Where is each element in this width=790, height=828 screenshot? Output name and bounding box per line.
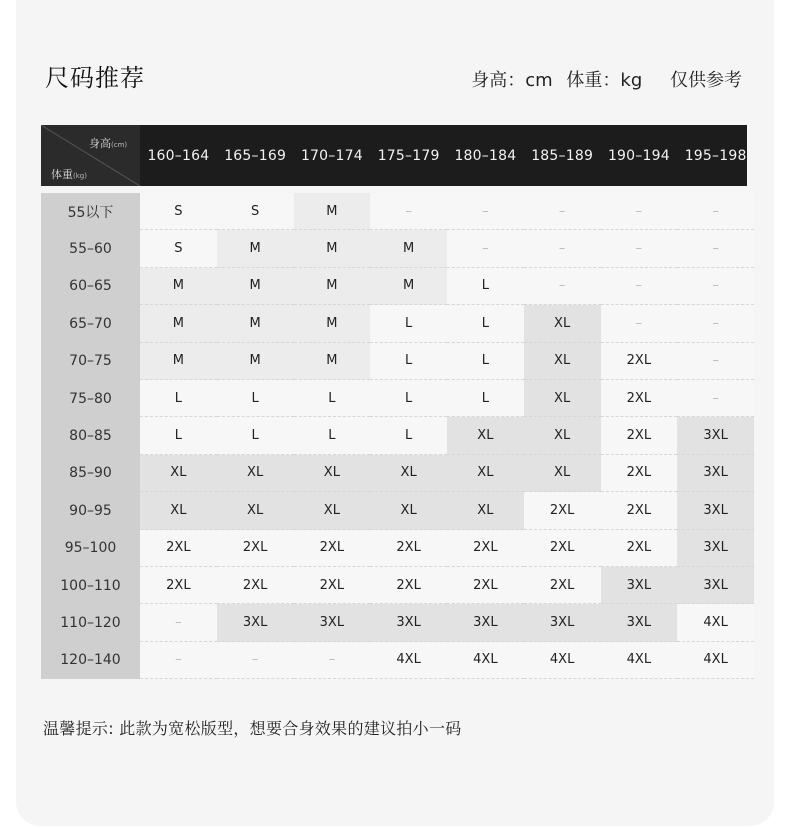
size-cell: M [140, 268, 217, 305]
size-cell: XL [140, 492, 217, 529]
size-cell: 3XL [677, 530, 754, 567]
size-cell: 4XL [524, 642, 601, 679]
size-cell: 2XL [601, 455, 678, 492]
size-cell: 3XL [601, 567, 678, 604]
reference-only-label: 仅供参考 [670, 70, 742, 91]
size-cell: 2XL [294, 567, 371, 604]
table-row [41, 380, 747, 417]
size-cell: – [677, 268, 754, 305]
size-cell: – [677, 193, 754, 230]
weight-cell: 85–90 [41, 455, 140, 492]
units-legend [471, 66, 742, 92]
size-cell: M [217, 230, 294, 267]
size-cell: – [447, 230, 524, 267]
table-row [41, 567, 747, 604]
weight-cell: 60–65 [41, 268, 140, 305]
size-cell: 2XL [601, 530, 678, 567]
height-header-cell: 195–198 [684, 147, 747, 164]
size-cell: 2XL [217, 567, 294, 604]
size-cell: XL [294, 455, 371, 492]
size-cell: 2XL [601, 417, 678, 454]
table-row [41, 417, 747, 454]
corner-height-unit: (cm) [111, 141, 128, 149]
corner-height-label: 身高 [89, 137, 111, 150]
height-header-cell: 180–184 [454, 147, 517, 164]
table-row [41, 305, 747, 342]
size-cell: 4XL [447, 642, 524, 679]
size-cell: L [217, 417, 294, 454]
weight-cell: 110–120 [41, 604, 140, 641]
size-cell: L [447, 305, 524, 342]
size-cell: 3XL [677, 567, 754, 604]
size-cell: 4XL [370, 642, 447, 679]
size-cell: L [370, 417, 447, 454]
header-corner [41, 125, 140, 186]
size-cell: 2XL [447, 567, 524, 604]
weight-unit-label: 体重：kg [566, 70, 643, 91]
size-cell: 2XL [601, 343, 678, 380]
page-title: 尺码推荐 [45, 64, 145, 92]
size-cell: XL [370, 455, 447, 492]
size-cell: 2XL [370, 530, 447, 567]
weight-cell: 100–110 [41, 567, 140, 604]
table-row [41, 530, 747, 567]
size-cell: L [217, 380, 294, 417]
size-cell: L [294, 380, 371, 417]
size-cell: XL [294, 492, 371, 529]
size-cell: – [140, 604, 217, 641]
height-header-cell: 175–179 [377, 147, 440, 164]
size-cell: L [140, 417, 217, 454]
size-cell: 2XL [140, 530, 217, 567]
size-cell: XL [217, 455, 294, 492]
size-cell: 3XL [677, 455, 754, 492]
size-cell: M [370, 268, 447, 305]
table-header [41, 125, 747, 186]
size-cell: – [524, 193, 601, 230]
size-cell: XL [524, 417, 601, 454]
size-cell: 3XL [601, 604, 678, 641]
size-cell: L [370, 380, 447, 417]
corner-weight-unit: (kg) [73, 172, 87, 180]
table-body [41, 186, 747, 679]
size-cell: – [447, 193, 524, 230]
height-header-cell: 185–189 [531, 147, 594, 164]
size-cell: – [524, 268, 601, 305]
size-cell: – [140, 642, 217, 679]
table-row [41, 343, 747, 380]
size-cell: – [217, 642, 294, 679]
weight-cell: 75–80 [41, 380, 140, 417]
size-cell: 2XL [370, 567, 447, 604]
size-cell: 4XL [677, 642, 754, 679]
size-cell: XL [524, 343, 601, 380]
size-cell: – [677, 380, 754, 417]
size-cell: M [294, 230, 371, 267]
size-cell: M [370, 230, 447, 267]
size-cell: M [140, 343, 217, 380]
size-cell: 2XL [524, 567, 601, 604]
size-cell: 3XL [677, 492, 754, 529]
size-cell: – [677, 343, 754, 380]
size-cell: 2XL [601, 380, 678, 417]
table-row [41, 268, 747, 305]
size-cell: XL [524, 380, 601, 417]
size-cell: M [217, 268, 294, 305]
size-cell: L [370, 305, 447, 342]
height-header-cell: 165–169 [224, 147, 287, 164]
size-cell: 3XL [447, 604, 524, 641]
size-cell: 3XL [217, 604, 294, 641]
size-cell: – [524, 230, 601, 267]
size-cell: 4XL [601, 642, 678, 679]
size-cell: M [294, 193, 371, 230]
size-cell: S [217, 193, 294, 230]
weight-cell: 80–85 [41, 417, 140, 454]
size-cell: – [601, 268, 678, 305]
weight-cell: 70–75 [41, 343, 140, 380]
weight-cell: 90–95 [41, 492, 140, 529]
size-cell: 3XL [294, 604, 371, 641]
size-cell: – [370, 193, 447, 230]
table-row [41, 492, 747, 529]
size-cell: M [294, 268, 371, 305]
size-cell: 4XL [677, 604, 754, 641]
size-cell: 3XL [524, 604, 601, 641]
table-row [41, 230, 747, 267]
weight-cell: 120–140 [41, 642, 140, 679]
size-cell: 2XL [524, 492, 601, 529]
size-cell: 2XL [294, 530, 371, 567]
size-cell: – [601, 230, 678, 267]
fit-tip: 温馨提示: 此款为宽松版型，想要合身效果的建议拍小一码 [43, 719, 462, 738]
weight-cell: 55–60 [41, 230, 140, 267]
height-header-cell: 170–174 [300, 147, 363, 164]
size-cell: 3XL [677, 417, 754, 454]
size-cell: S [140, 193, 217, 230]
size-cell: XL [370, 492, 447, 529]
size-cell: L [447, 268, 524, 305]
table-row [41, 604, 747, 641]
size-cell: L [140, 380, 217, 417]
size-cell: L [370, 343, 447, 380]
size-cell: XL [524, 305, 601, 342]
table-row [41, 193, 747, 230]
table-row [41, 455, 747, 492]
size-cell: M [294, 343, 371, 380]
size-cell: M [294, 305, 371, 342]
size-cell: 2XL [601, 492, 678, 529]
size-cell: – [677, 305, 754, 342]
size-cell: XL [447, 492, 524, 529]
size-cell: M [217, 305, 294, 342]
size-cell: 3XL [370, 604, 447, 641]
size-cell: 2XL [140, 567, 217, 604]
height-header-cells [140, 125, 754, 186]
size-cell: – [601, 305, 678, 342]
weight-cell: 65–70 [41, 305, 140, 342]
size-cell: – [601, 193, 678, 230]
size-cell: 2XL [447, 530, 524, 567]
size-cell: L [294, 417, 371, 454]
table-row [41, 642, 747, 679]
size-cell: L [447, 380, 524, 417]
size-cell: XL [217, 492, 294, 529]
size-cell: 2XL [524, 530, 601, 567]
size-cell: M [140, 305, 217, 342]
size-cell: S [140, 230, 217, 267]
size-cell: XL [140, 455, 217, 492]
weight-cell: 95–100 [41, 530, 140, 567]
size-cell: M [217, 343, 294, 380]
size-cell: XL [447, 417, 524, 454]
size-cell: 2XL [217, 530, 294, 567]
corner-weight-label: 体重 [51, 168, 73, 181]
size-cell: XL [524, 455, 601, 492]
height-unit-label: 身高：cm [471, 70, 553, 91]
size-cell: L [447, 343, 524, 380]
size-chart-table [41, 125, 747, 679]
height-header-cell: 160–164 [147, 147, 210, 164]
size-cell: – [677, 230, 754, 267]
weight-cell: 55以下 [41, 193, 140, 230]
size-cell: XL [447, 455, 524, 492]
height-header-cell: 190–194 [607, 147, 670, 164]
size-cell: – [294, 642, 371, 679]
